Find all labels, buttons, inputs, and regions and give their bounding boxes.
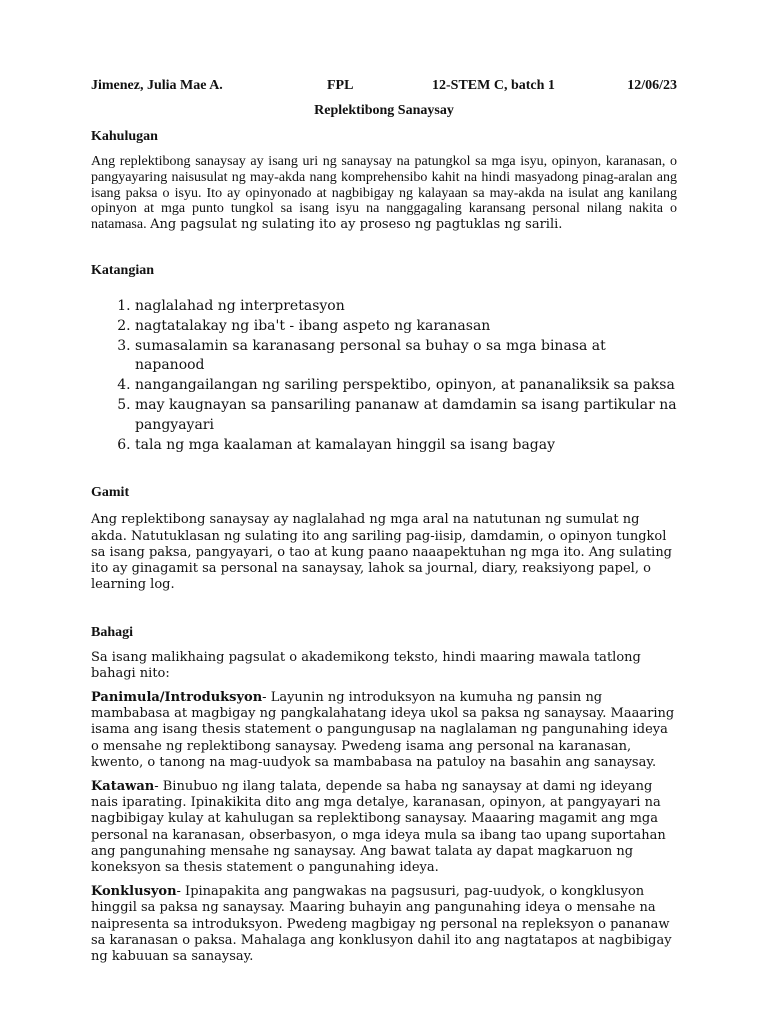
- document-date: 12/06/23: [627, 78, 677, 93]
- section-heading-kahulugan: Kahulugan: [91, 129, 158, 144]
- gamit-paragraph: Ang replektibong sanaysay ay naglalahad ng mga aral na natutunan ng sumulat ng akda. Natutuklasan ng sulating ito ang sariling pag-iisip, damdamin, o opinyon tungkol sa isang paksa, pangyayari, o tao at kung paano naaapektuhan ng mga ito. Ang sulating ito ay ginagamit sa personal na sanaysay, lahok sa journal, diary, reaksiyong papel, o learning log.: [91, 512, 673, 593]
- section-heading-bahagi: Bahagi: [91, 625, 134, 641]
- section-label: 12-STEM C, batch 1: [432, 78, 555, 93]
- section-heading-katangian: Katangian: [91, 262, 155, 278]
- list-item: 6. tala ng mga kaalaman at kamalayan hinggil sa isang bagay: [135, 436, 677, 456]
- bahagi-term: Panimula/Introduksyon: [91, 689, 263, 705]
- section-heading-gamit: Gamit: [91, 485, 130, 501]
- list-item: 5. may kaugnayan sa pansariling pananaw at damdamin sa isang partikular na pangyayari: [135, 396, 677, 436]
- document-header: [91, 78, 677, 98]
- katangian-list: [91, 297, 677, 455]
- bahagi-description: - Layunin ng introduksyon na kumuha ng pansin ng mambabasa at magbigay ng pangkalahatang ideya ukol sa paksa ng sanaysay. Maaaring isama ang isang thesis statement o pangungusap na naglalaman ng pangunahing ideya o mensahe ng replektibong sanaysay. Pwedeng isama ang personal na karanasan, kwento, o tanong na mag-uudyok sa mambabasa na patuloy na basahin ang sanaysay.: [91, 689, 675, 770]
- document-body: [91, 126, 677, 965]
- bahagi-part-konklusyon: [91, 884, 677, 965]
- subject-code: FPL: [327, 78, 354, 93]
- bahagi-term: Katawan: [91, 778, 155, 794]
- bahagi-intro: Sa isang malikhaing pagsulat o akademikong teksto, hindi maaring mawala tatlong bahagi nito:: [91, 650, 641, 682]
- bahagi-description: - Ipinapakita ang pangwakas na pagsusuri, pag-uudyok, o kongklusyon hinggil sa paksa ng sanaysay. Maaring buhayin ang pangunahing ideya o mensahe na naipresenta sa introduksyon. Pwedeng magbigay ng personal na repleksyon o pananaw sa karanasan o paksa. Mahalaga ang konklusyon dahil ito ang nagtatapos at nagbibigay ng kabuuan sa sanaysay.: [91, 884, 672, 965]
- kahulugan-paragraph: [91, 154, 677, 233]
- list-item: 4. nangangailangan ng sariling perspektibo, opinyon, at pananaliksik sa paksa: [135, 376, 677, 396]
- kahulugan-body: Ang replektibong sanaysay ay isang uri ng sanaysay na patungkol sa mga isyu, opinyon, karanasan, o pangyayaring naisusulat ng may-akda nang komprehensibo kahit na hindi masyadong pinag-aralan ang isang paksa o isyu. Ito ay opinyonado at nagbibigay ng kalayaan sa may-akda na isulat ang kanilang opinyon at mga punto tungkol sa isang isyu na nanggagaling karansang personal nilang nakita o natamasa.: [91, 154, 677, 233]
- bahagi-term: Konklusyon: [91, 884, 177, 900]
- document-title: Replektibong Sanaysay: [314, 103, 454, 118]
- list-item: 1. naglalahad ng interpretasyon: [135, 297, 677, 317]
- bahagi-part-panimula: [91, 690, 677, 771]
- author-name: Jimenez, Julia Mae A.: [91, 78, 223, 93]
- list-item: 3. sumasalamin sa karanasang personal sa buhay o sa mga binasa at napanood: [135, 337, 677, 377]
- bahagi-part-katawan: [91, 779, 677, 876]
- list-item: 2. nagtatalakay ng iba't - ibang aspeto ng karanasan: [135, 317, 677, 337]
- kahulugan-body-tail: Ang pagsulat ng sulating ito ay proseso ng pagtuklas ng sarili.: [150, 217, 563, 233]
- bahagi-description: - Binubuo ng ilang talata, depende sa haba ng sanaysay at dami ng ideyang nais iparating. Ipinakikita dito ang mga detalye, karanasan, opinyon, at pangyayari na nagbibigay kulay at kahulugan sa replektibong sanaysay. Maaaring magamit ang mga personal na karanasan, obserbasyon, o mga ideya mula sa ibang tao upang suportahan ang pangunahing mensahe ng sanaysay. Ang bawat talata ay dapat magkaruon ng koneksyon sa thesis statement o pangunahing ideya.: [91, 778, 666, 875]
